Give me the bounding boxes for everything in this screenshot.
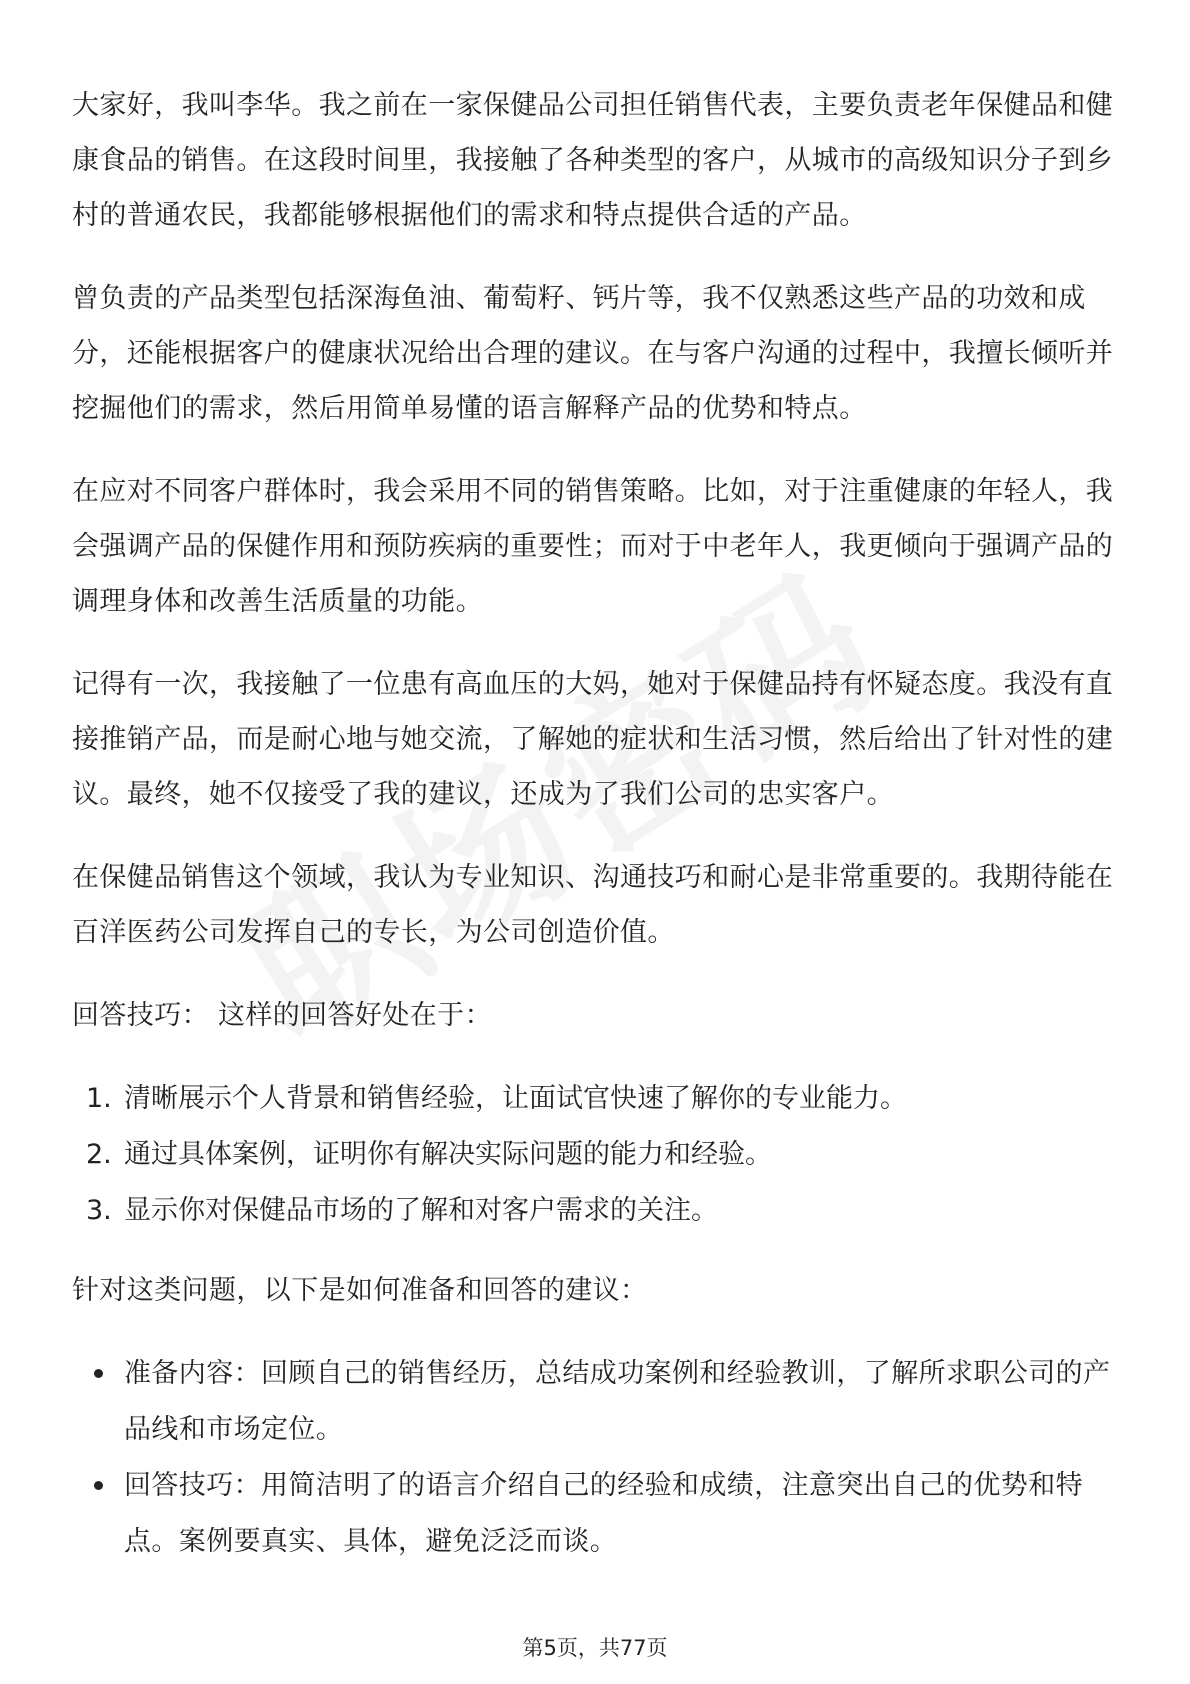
tips-list-item	[72, 1127, 1132, 1183]
tips-heading: 回答技巧： 这样的回答好处在于：	[72, 1000, 492, 1031]
paragraph-strategy: 在应对不同客户群体时，我会采用不同的销售策略。比如，对于注重健康的年轻人，我会强调产品的保健作用和预防疾病的重要性；而对于中老年人，我更倾向于强调产品的调理身体和改善生活质量的功能。	[72, 476, 1114, 617]
list-number: 3.	[86, 1195, 112, 1226]
advice-heading: 针对这类问题，以下是如何准备和回答的建议：	[72, 1275, 648, 1306]
bullet-icon	[94, 1369, 103, 1378]
list-item-text: 通过具体案例，证明你有解决实际问题的能力和经验。	[124, 1139, 772, 1170]
paragraph-closing: 在保健品销售这个领域，我认为专业知识、沟通技巧和耐心是非常重要的。我期待能在百洋医药公司发挥自己的专长，为公司创造价值。	[72, 862, 1114, 948]
page-number: 第5页，共77页	[522, 1636, 668, 1660]
list-item-text: 显示你对保健品市场的了解和对客户需求的关注。	[124, 1195, 718, 1226]
paragraph-intro: 大家好，我叫李华。我之前在一家保健品公司担任销售代表，主要负责老年保健品和健康食品的销售。在这段时间里，我接触了各种类型的客户，从城市的高级知识分子到乡村的普通农民，我都能够根据他们的需求和特点提供合适的产品。	[72, 90, 1114, 231]
bullet-icon	[94, 1481, 103, 1490]
tips-list-item	[72, 1183, 1132, 1239]
list-item-text: 清晰展示个人背景和销售经验，让面试官快速了解你的专业能力。	[124, 1083, 907, 1114]
document-body	[72, 78, 1132, 1570]
list-item-text: 回答技巧：用简洁明了的语言介绍自己的经验和成绩，注意突出自己的优势和特点。案例要真实、具体，避免泛泛而谈。	[124, 1470, 1083, 1557]
paragraph-case: 记得有一次，我接触了一位患有高血压的大妈，她对于保健品持有怀疑态度。我没有直接推销产品，而是耐心地与她交流，了解她的症状和生活习惯，然后给出了针对性的建议。最终，她不仅接受了我的建议，还成为了我们公司的忠实客户。	[72, 669, 1114, 810]
list-number: 1.	[86, 1083, 112, 1114]
advice-list	[72, 1346, 1132, 1570]
list-item-text: 准备内容：回顾自己的销售经历，总结成功案例和经验教训，了解所求职公司的产品线和市场定位。	[124, 1358, 1111, 1445]
paragraph-products: 曾负责的产品类型包括深海鱼油、葡萄籽、钙片等，我不仅熟悉这些产品的功效和成分，还能根据客户的健康状况给出合理的建议。在与客户沟通的过程中，我擅长倾听并挖掘他们的需求，然后用简单易懂的语言解释产品的优势和特点。	[72, 283, 1114, 424]
tips-list-item	[72, 1071, 1132, 1127]
advice-list-item	[72, 1346, 1132, 1458]
advice-list-item	[72, 1458, 1132, 1570]
list-number: 2.	[86, 1139, 112, 1170]
tips-list	[72, 1071, 1132, 1239]
